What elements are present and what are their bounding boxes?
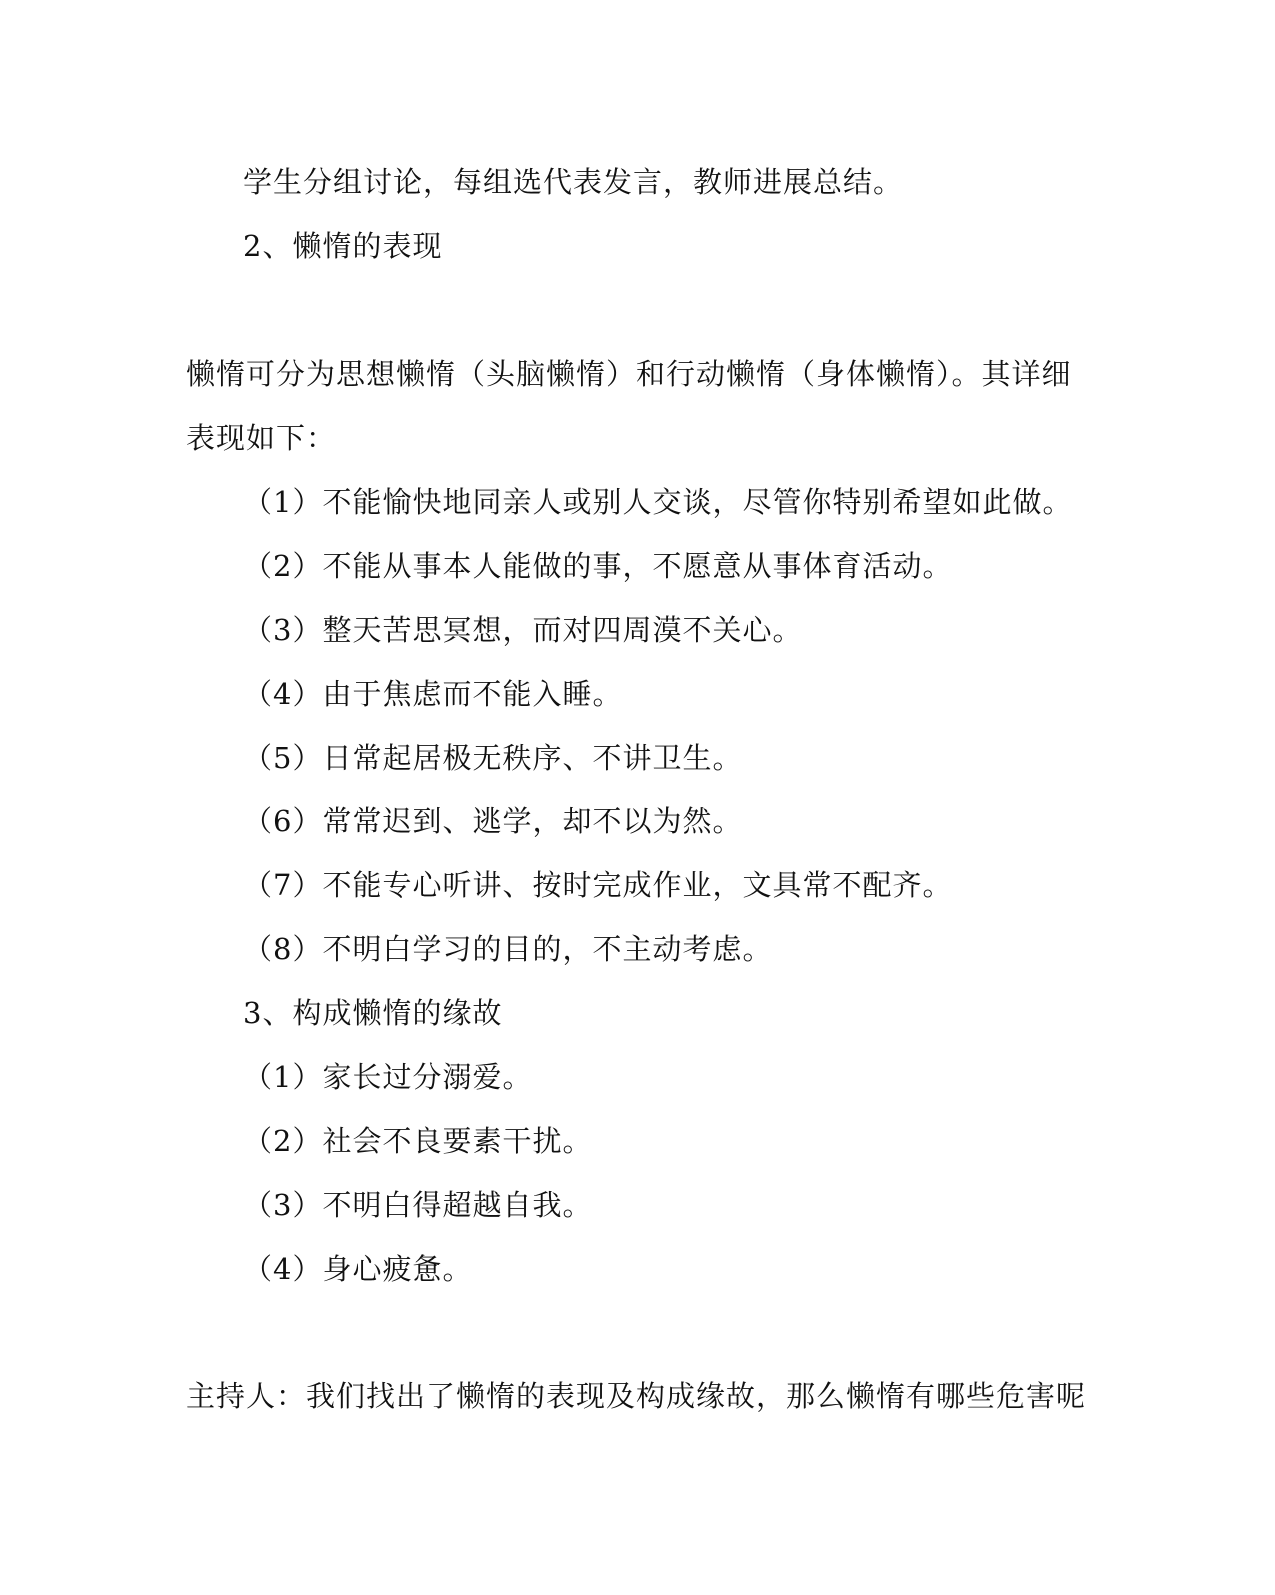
list-item-cause-3: （3）不明白得超越自我。 bbox=[243, 1188, 593, 1222]
list-item-symptom-1: （1）不能愉快地同亲人或别人交谈，尽管你特别希望如此做。 bbox=[243, 485, 1073, 519]
list-item-symptom-3: （3）整天苦思冥想，而对四周漠不关心。 bbox=[243, 613, 803, 647]
paragraph-intro-line-1: 懒惰可分为思想懒惰（头脑懒惰）和行动懒惰（身体懒惰）。其详细 bbox=[186, 357, 1072, 391]
list-item-symptom-6: （6）常常迟到、逃学，却不以为然。 bbox=[243, 804, 743, 838]
list-item-cause-4: （4）身心疲惫。 bbox=[243, 1252, 473, 1286]
paragraph-host-question: 主持人：我们找出了懒惰的表现及构成缘故，那么懒惰有哪些危害呢 bbox=[186, 1379, 1087, 1413]
paragraph-discussion: 学生分组讨论，每组选代表发言，教师进展总结。 bbox=[243, 165, 904, 199]
list-item-symptom-7: （7）不能专心听讲、按时完成作业，文具常不配齐。 bbox=[243, 868, 953, 902]
section-heading-3: 3、构成懒惰的缘故 bbox=[243, 996, 503, 1030]
list-item-symptom-2: （2）不能从事本人能做的事，不愿意从事体育活动。 bbox=[243, 549, 953, 583]
section-heading-2: 2、懒惰的表现 bbox=[243, 229, 443, 263]
list-item-symptom-8: （8）不明白学习的目的，不主动考虑。 bbox=[243, 932, 773, 966]
list-item-cause-2: （2）社会不良要素干扰。 bbox=[243, 1124, 593, 1158]
paragraph-intro-line-2: 表现如下： bbox=[186, 421, 337, 455]
list-item-symptom-4: （4）由于焦虑而不能入睡。 bbox=[243, 677, 623, 711]
list-item-symptom-5: （5）日常起居极无秩序、不讲卫生。 bbox=[243, 741, 743, 775]
list-item-cause-1: （1）家长过分溺爱。 bbox=[243, 1060, 533, 1094]
